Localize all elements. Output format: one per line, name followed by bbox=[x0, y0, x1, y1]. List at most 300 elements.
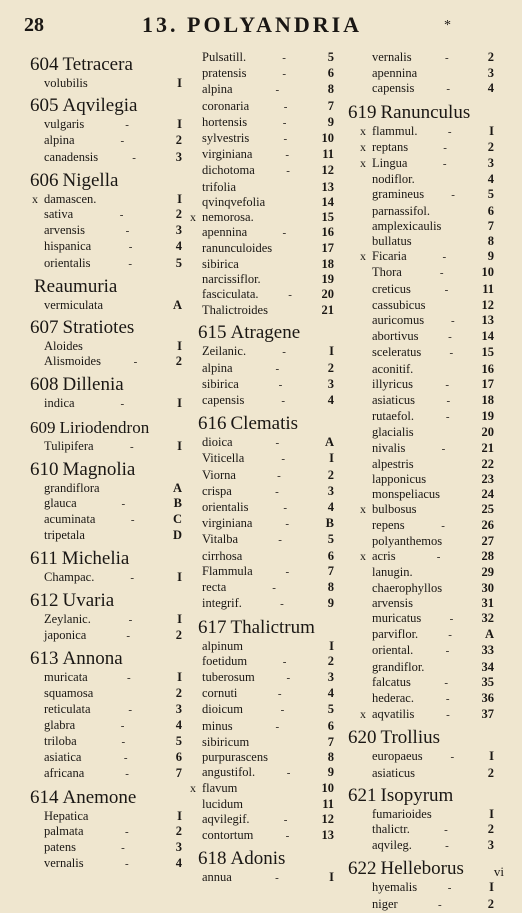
species-name: cirrhosa bbox=[202, 548, 243, 563]
species-name: hyemalis bbox=[372, 880, 418, 895]
genus-heading bbox=[30, 374, 190, 396]
genus-number: 609 bbox=[30, 417, 56, 437]
species-number: 7 bbox=[487, 218, 494, 233]
leader-dash: - bbox=[448, 629, 452, 642]
species-name: reptans bbox=[372, 139, 409, 154]
leader-dash: - bbox=[275, 720, 280, 733]
species-name: apennina bbox=[372, 66, 418, 81]
species-name: auricomus bbox=[372, 313, 425, 328]
species-name: Zeilanic. bbox=[202, 344, 247, 359]
species-number: 17 bbox=[321, 241, 334, 256]
genus-number: 614 bbox=[30, 786, 59, 808]
leader-dash: - bbox=[282, 116, 287, 129]
species-number: 6 bbox=[487, 203, 494, 218]
species-row bbox=[198, 272, 340, 287]
species-row bbox=[198, 377, 340, 393]
species-name: recta bbox=[202, 580, 227, 595]
leader-dash: - bbox=[281, 453, 285, 466]
species-row bbox=[30, 496, 190, 512]
species-row bbox=[348, 897, 500, 913]
species-row bbox=[30, 718, 190, 734]
species-row bbox=[198, 131, 340, 147]
species-name: angustifol. bbox=[202, 765, 256, 780]
species-row bbox=[30, 298, 190, 313]
genus-number: 605 bbox=[30, 95, 59, 117]
species-row bbox=[198, 180, 340, 195]
species-number: 7 bbox=[175, 766, 182, 781]
leader-dash: - bbox=[450, 751, 455, 764]
species-row bbox=[348, 457, 500, 472]
species-mark: x bbox=[360, 139, 366, 154]
leader-dash: - bbox=[282, 52, 286, 64]
species-name: Hepatica bbox=[44, 808, 89, 823]
species-number: 5 bbox=[175, 255, 182, 270]
leader-dash: - bbox=[280, 598, 284, 611]
leader-dash: - bbox=[436, 551, 441, 564]
leader-dash: - bbox=[442, 158, 447, 171]
species-number: 13 bbox=[321, 827, 334, 842]
species-number: 2 bbox=[175, 354, 182, 369]
leader-dash: - bbox=[449, 347, 454, 360]
species-number: 5 bbox=[487, 187, 494, 202]
species-number: I bbox=[489, 123, 494, 138]
leader-dash: - bbox=[283, 813, 288, 826]
leader-dash: - bbox=[288, 289, 292, 302]
species-row bbox=[30, 528, 190, 543]
species-name: triloba bbox=[44, 734, 77, 749]
species-row bbox=[348, 880, 500, 896]
species-row bbox=[348, 611, 500, 627]
species-name: bulbosus bbox=[372, 502, 417, 517]
species-name: ranunculoides bbox=[202, 241, 273, 256]
species-number: 12 bbox=[321, 163, 334, 178]
species-row bbox=[198, 82, 340, 98]
species-row bbox=[30, 117, 190, 133]
species-name: coronaria bbox=[202, 98, 250, 113]
species-row bbox=[198, 828, 340, 844]
leader-dash: - bbox=[277, 688, 282, 701]
species-number: A bbox=[172, 480, 182, 495]
species-number: I bbox=[329, 638, 334, 653]
species-name: hortensis bbox=[202, 114, 248, 129]
leader-dash: - bbox=[128, 613, 133, 626]
species-number: 19 bbox=[481, 409, 494, 424]
species-number: 6 bbox=[327, 66, 334, 81]
species-number: 16 bbox=[481, 361, 494, 376]
leader-dash: - bbox=[283, 133, 288, 146]
species-mark: x bbox=[360, 249, 366, 264]
species-name: Thora bbox=[372, 265, 402, 280]
species-row bbox=[198, 735, 340, 750]
genus-heading bbox=[30, 317, 190, 339]
leader-dash: - bbox=[282, 227, 287, 240]
species-number: 12 bbox=[321, 811, 334, 826]
leader-dash: - bbox=[282, 68, 287, 81]
species-row bbox=[190, 781, 340, 796]
header-mark: * bbox=[444, 18, 451, 33]
column-1 bbox=[30, 50, 190, 873]
species-row bbox=[348, 140, 500, 156]
column-3 bbox=[348, 50, 500, 913]
species-number: I bbox=[177, 569, 182, 584]
leader-dash: - bbox=[278, 534, 282, 547]
species-number: 35 bbox=[481, 674, 494, 689]
species-number: I bbox=[177, 117, 182, 132]
species-name: Tulipifera bbox=[44, 438, 94, 453]
species-number: 11 bbox=[322, 147, 334, 162]
species-number: 17 bbox=[481, 376, 494, 391]
species-number: 3 bbox=[175, 149, 182, 164]
page-header bbox=[24, 10, 502, 40]
leader-dash: - bbox=[447, 125, 452, 138]
species-row bbox=[198, 639, 340, 654]
leader-dash: - bbox=[121, 842, 125, 855]
genus-name: Michelia bbox=[61, 547, 130, 569]
species-row bbox=[348, 675, 500, 691]
species-mark: x bbox=[190, 781, 196, 796]
species-number: 25 bbox=[481, 502, 494, 517]
leader-dash: - bbox=[125, 119, 129, 132]
species-row bbox=[30, 256, 190, 272]
species-row bbox=[198, 147, 340, 163]
species-name: muricata bbox=[44, 670, 88, 685]
leader-dash: - bbox=[272, 582, 276, 595]
leader-dash: - bbox=[128, 257, 133, 270]
species-row bbox=[30, 192, 190, 207]
species-name: acris bbox=[372, 549, 396, 564]
leader-dash: - bbox=[285, 565, 290, 578]
species-number: 5 bbox=[327, 532, 334, 547]
species-name: orientalis bbox=[202, 500, 249, 515]
species-row bbox=[30, 628, 190, 644]
species-name: qvinqvefolia bbox=[202, 194, 266, 209]
leader-dash: - bbox=[275, 437, 280, 450]
leader-dash: - bbox=[283, 100, 288, 113]
species-row bbox=[348, 766, 500, 781]
genus-heading bbox=[348, 727, 500, 749]
species-row bbox=[198, 500, 340, 516]
species-name: squamosa bbox=[44, 686, 94, 701]
genus-heading bbox=[30, 787, 190, 809]
species-number: 10 bbox=[481, 265, 494, 280]
species-name: glabra bbox=[44, 717, 76, 732]
genus-number: 619 bbox=[348, 101, 377, 123]
genus-heading bbox=[348, 102, 500, 124]
leader-dash: - bbox=[125, 768, 129, 781]
leader-dash: - bbox=[130, 571, 134, 584]
species-name: canadensis bbox=[44, 149, 99, 164]
species-number: 3 bbox=[327, 669, 334, 684]
species-number: 32 bbox=[481, 610, 494, 625]
species-name: repens bbox=[372, 517, 405, 532]
species-row bbox=[30, 239, 190, 255]
genus-name: Adonis bbox=[230, 848, 286, 870]
genus-heading bbox=[348, 785, 500, 807]
species-row bbox=[348, 377, 500, 393]
species-name: Vitalba bbox=[202, 532, 239, 547]
species-name: Champac. bbox=[44, 569, 95, 584]
species-row bbox=[198, 163, 340, 179]
species-row bbox=[30, 686, 190, 701]
species-number: I bbox=[489, 749, 494, 764]
genus-number: 618 bbox=[198, 848, 227, 870]
species-name: nemorosa. bbox=[202, 210, 254, 225]
genus-heading bbox=[30, 648, 190, 670]
species-number: I bbox=[177, 808, 182, 823]
species-number: 2 bbox=[175, 207, 182, 222]
page-title: 13. POLYANDRIA bbox=[142, 12, 363, 37]
species-row bbox=[198, 797, 340, 812]
species-row bbox=[198, 361, 340, 377]
leader-dash: - bbox=[283, 502, 288, 515]
species-number: 4 bbox=[175, 856, 182, 871]
species-row bbox=[348, 660, 500, 675]
species-row bbox=[30, 396, 190, 412]
genus-heading bbox=[198, 848, 340, 870]
species-number: 20 bbox=[321, 287, 334, 302]
genus-name: Annona bbox=[62, 648, 123, 670]
species-row bbox=[30, 339, 190, 354]
species-name: abortivus bbox=[372, 329, 419, 344]
leader-dash: - bbox=[444, 52, 449, 64]
species-row bbox=[198, 702, 340, 718]
genus-name: Dillenia bbox=[62, 374, 124, 396]
species-name: amplexicaulis bbox=[372, 218, 442, 233]
species-number: I bbox=[177, 438, 182, 453]
species-number: I bbox=[177, 339, 182, 354]
species-row bbox=[348, 156, 500, 172]
species-name: europaeus bbox=[372, 749, 423, 764]
species-name: alpestris bbox=[372, 456, 414, 471]
species-row bbox=[198, 66, 340, 82]
species-name: acuminata bbox=[44, 512, 96, 527]
species-number: 19 bbox=[321, 271, 334, 286]
species-number: 7 bbox=[327, 563, 334, 578]
species-name: aqvilegif. bbox=[202, 811, 250, 826]
species-row bbox=[198, 580, 340, 596]
species-number: 9 bbox=[327, 596, 334, 611]
species-name: aqvileg. bbox=[372, 838, 412, 853]
species-row bbox=[30, 750, 190, 766]
genus-name: Reaumuria bbox=[34, 275, 118, 297]
species-name: reticulata bbox=[44, 701, 91, 716]
species-name: parviflor. bbox=[372, 627, 419, 642]
species-row bbox=[190, 210, 340, 225]
species-row bbox=[198, 750, 340, 765]
genus-heading bbox=[198, 617, 340, 639]
species-number: 9 bbox=[327, 765, 334, 780]
species-row bbox=[30, 612, 190, 628]
species-number: I bbox=[329, 344, 334, 359]
species-name: dioica bbox=[202, 435, 233, 450]
species-row bbox=[348, 393, 500, 409]
genus-number: 613 bbox=[30, 648, 59, 670]
species-row bbox=[348, 362, 500, 377]
species-number: 2 bbox=[487, 50, 494, 64]
species-name: orientalis bbox=[44, 255, 91, 270]
species-row bbox=[30, 766, 190, 782]
species-row bbox=[348, 81, 500, 97]
genus-name: Clematis bbox=[230, 413, 299, 435]
species-row bbox=[30, 439, 190, 455]
species-number: 5 bbox=[175, 734, 182, 749]
species-mark: x bbox=[360, 156, 366, 171]
genus-name: Trollius bbox=[380, 727, 440, 749]
leader-dash: - bbox=[286, 165, 290, 178]
species-row bbox=[348, 172, 500, 187]
species-row bbox=[198, 564, 340, 580]
species-row bbox=[30, 702, 190, 718]
species-number: 8 bbox=[327, 82, 334, 97]
genus-number: 615 bbox=[198, 322, 227, 344]
species-row bbox=[198, 516, 340, 532]
species-number: 23 bbox=[481, 472, 494, 487]
species-name: tripetala bbox=[44, 528, 85, 543]
species-number: 2 bbox=[487, 139, 494, 154]
leader-dash: - bbox=[275, 872, 279, 885]
species-row bbox=[348, 581, 500, 596]
species-row bbox=[198, 468, 340, 484]
species-number: 4 bbox=[175, 717, 182, 732]
species-number: D bbox=[172, 528, 182, 543]
species-number: 26 bbox=[481, 517, 494, 532]
species-number: I bbox=[177, 76, 182, 90]
species-name: virginiana bbox=[202, 516, 253, 531]
species-row bbox=[198, 257, 340, 272]
species-name: tuberosum bbox=[202, 669, 255, 684]
species-row bbox=[348, 807, 500, 822]
species-row bbox=[348, 707, 500, 723]
genus-number: 608 bbox=[30, 374, 59, 396]
species-row bbox=[30, 856, 190, 872]
species-row bbox=[348, 409, 500, 425]
species-number: 34 bbox=[481, 659, 494, 674]
species-name: Viticella bbox=[202, 451, 245, 466]
species-name: indica bbox=[44, 396, 75, 411]
species-row bbox=[348, 345, 500, 361]
species-number: 8 bbox=[327, 749, 334, 764]
leader-dash: - bbox=[127, 672, 131, 685]
species-number: I bbox=[489, 880, 494, 895]
species-row bbox=[30, 223, 190, 239]
leader-dash: - bbox=[281, 395, 286, 408]
species-name: flammul. bbox=[372, 123, 418, 138]
species-name: aconitif. bbox=[372, 361, 414, 376]
leader-dash: - bbox=[447, 882, 452, 895]
species-row bbox=[198, 195, 340, 210]
species-number: 2 bbox=[487, 896, 494, 911]
species-name: aqvatilis bbox=[372, 707, 415, 722]
species-row bbox=[348, 838, 500, 854]
species-number: 2 bbox=[487, 765, 494, 780]
leader-dash: - bbox=[124, 825, 129, 838]
species-number: 3 bbox=[487, 66, 494, 81]
genus-name: Liriodendron bbox=[59, 417, 150, 437]
species-name: lucidum bbox=[202, 796, 243, 811]
species-name: dichotoma bbox=[202, 163, 255, 178]
species-row bbox=[198, 435, 340, 451]
species-row bbox=[198, 596, 340, 612]
species-row bbox=[30, 76, 190, 91]
species-mark: x bbox=[360, 707, 366, 722]
leader-dash: - bbox=[275, 362, 280, 375]
species-name: sceleratus bbox=[372, 345, 422, 360]
leader-dash: - bbox=[445, 411, 450, 424]
species-number: B bbox=[325, 516, 334, 531]
species-name: niger bbox=[372, 896, 398, 911]
species-number: 15 bbox=[321, 210, 334, 225]
leader-dash: - bbox=[130, 514, 135, 527]
leader-dash: - bbox=[449, 612, 454, 625]
species-number: 4 bbox=[327, 393, 334, 408]
species-number: 7 bbox=[327, 98, 334, 113]
species-number: I bbox=[177, 191, 182, 206]
species-name: sibirica bbox=[202, 256, 239, 271]
species-number: I bbox=[177, 670, 182, 685]
leader-dash: - bbox=[124, 858, 129, 871]
species-name: sibiricum bbox=[202, 734, 250, 749]
species-row bbox=[348, 596, 500, 611]
species-number: 36 bbox=[481, 690, 494, 705]
genus-heading bbox=[30, 276, 190, 298]
species-number: 10 bbox=[321, 781, 334, 796]
species-name: creticus bbox=[372, 281, 411, 296]
genus-number: 611 bbox=[30, 547, 58, 569]
leader-dash: - bbox=[286, 767, 291, 780]
species-name: muricatus bbox=[372, 610, 422, 625]
species-row bbox=[198, 225, 340, 241]
species-name: illyricus bbox=[372, 376, 413, 391]
species-name: cassubicus bbox=[372, 297, 426, 312]
species-row bbox=[348, 502, 500, 517]
species-name: cornuti bbox=[202, 686, 238, 701]
species-row bbox=[348, 549, 500, 565]
species-name: narcissiflor. bbox=[202, 271, 261, 286]
species-row bbox=[348, 66, 500, 81]
genus-heading bbox=[30, 95, 190, 117]
species-number: C bbox=[172, 512, 182, 527]
genus-heading bbox=[30, 54, 190, 76]
genus-name: Nigella bbox=[62, 169, 119, 191]
leader-dash: - bbox=[282, 655, 287, 668]
species-name: nodiflor. bbox=[372, 172, 415, 187]
species-row bbox=[348, 204, 500, 219]
genus-name: Tetracera bbox=[62, 54, 133, 75]
species-row bbox=[198, 670, 340, 686]
leader-dash: - bbox=[120, 719, 125, 732]
species-number: 4 bbox=[487, 81, 494, 96]
species-row bbox=[198, 870, 340, 886]
species-row bbox=[348, 249, 500, 265]
species-name: purpurascens bbox=[202, 749, 268, 764]
species-name: falcatus bbox=[372, 674, 411, 689]
species-name: Ficaria bbox=[372, 249, 407, 264]
leader-dash: - bbox=[119, 209, 124, 222]
species-number: 2 bbox=[175, 628, 182, 643]
species-number: 29 bbox=[481, 565, 494, 580]
species-number: 27 bbox=[481, 533, 494, 548]
leader-dash: - bbox=[445, 645, 450, 658]
species-name: damascen. bbox=[44, 191, 97, 206]
species-row bbox=[348, 534, 500, 549]
species-number: A bbox=[324, 435, 334, 450]
species-row bbox=[30, 150, 190, 166]
species-number: 13 bbox=[321, 179, 334, 194]
species-row bbox=[198, 99, 340, 115]
species-number: 2 bbox=[175, 823, 182, 838]
leader-dash: - bbox=[129, 440, 134, 453]
species-name: arvensis bbox=[44, 223, 85, 238]
